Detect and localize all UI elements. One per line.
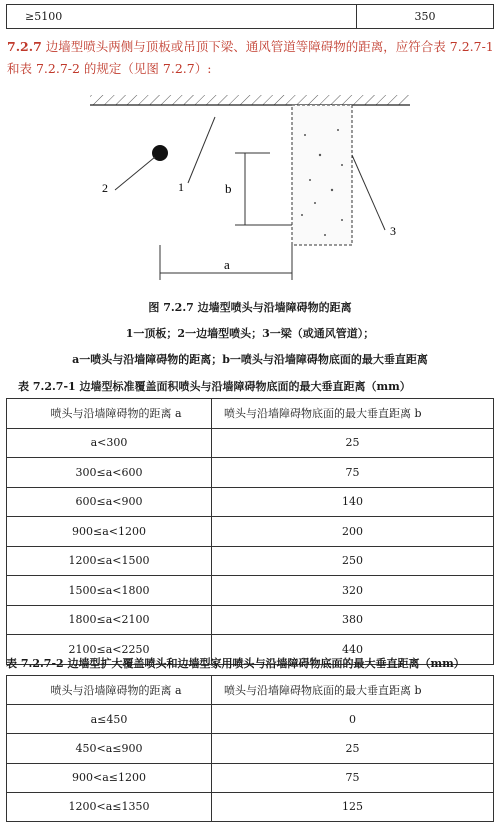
ceiling-slab [90, 95, 410, 105]
table-cell: 140 [212, 487, 494, 517]
beam-obstruction [292, 105, 352, 245]
table-row [7, 734, 494, 763]
label-a: a [224, 257, 230, 272]
table-row [7, 546, 494, 576]
table-cell: 25 [212, 428, 494, 458]
table-cell: 2100≤a<2250 [7, 635, 212, 665]
table-cell: 450<a≤900 [7, 734, 212, 763]
sprinkler-head [152, 145, 168, 161]
table-cell: 75 [212, 458, 494, 488]
label-b: b [225, 181, 232, 196]
figure-7-2-7 [80, 95, 420, 290]
previous-table-last-row [6, 4, 494, 29]
table-cell: 440 [212, 635, 494, 665]
table-cell: 125 [212, 792, 494, 821]
table2 [6, 675, 494, 822]
figure-legend-2: a一喷头与沿墙障碍物的距离；b一喷头与沿墙障碍物底面的最大垂直距离 [72, 353, 428, 366]
clause-paragraph [7, 36, 495, 80]
table-cell: 300≤a<600 [7, 458, 212, 488]
table-row [7, 605, 494, 635]
table-row [7, 792, 494, 821]
table-row [7, 428, 494, 458]
table-cell: 250 [212, 546, 494, 576]
label-2: 2 [102, 181, 108, 195]
table-cell: 320 [212, 576, 494, 606]
clause-text: 边墙型喷头两侧与顶板或吊顶下梁、通风管道等障碍物的距离，应符合表 7.2.7-1 和表 7.2.7-2 的规定（见图 7.2.7）: [7, 39, 494, 76]
table-row [7, 5, 494, 29]
table-cell: 600≤a<900 [7, 487, 212, 517]
table-cell: 350 [357, 5, 494, 29]
table-header-cell: 喷头与沿墙障碍物的距离 a [7, 399, 212, 429]
table-row [7, 458, 494, 488]
table1-title: 表 7.2.7-1 边墙型标准覆盖面积喷头与沿墙障碍物底面的最大垂直距离（mm） [18, 380, 411, 393]
label-3: 3 [390, 224, 396, 238]
table-cell: 900<a≤1200 [7, 763, 212, 792]
figure-legend-1: 1一顶板；2一边墙型喷头；3一梁（或通风管道）； [125, 327, 375, 340]
table-cell: 380 [212, 605, 494, 635]
table-row [7, 487, 494, 517]
table-row [7, 517, 494, 547]
table2-title: 表 7.2.7-2 边墙型扩大覆盖喷头和边墙型家用喷头与沿墙障碍物底面的最大垂直距离（mm） [6, 657, 465, 670]
table-cell: 0 [212, 705, 494, 734]
clause-number: 7.2.7 [7, 39, 42, 54]
table-row [7, 576, 494, 606]
table-cell: 1200<a≤1350 [7, 792, 212, 821]
table-header-row [7, 399, 494, 429]
table-cell: 900≤a<1200 [7, 517, 212, 547]
table-cell: 200 [212, 517, 494, 547]
table-cell: ≥5100 [7, 5, 357, 29]
table-row [7, 705, 494, 734]
table-header-cell: 喷头与沿墙障碍物的距离 a [7, 676, 212, 705]
table-header-row [7, 676, 494, 705]
table-cell: 75 [212, 763, 494, 792]
table-cell: 1200≤a<1500 [7, 546, 212, 576]
table-cell: 1800≤a<2100 [7, 605, 212, 635]
table1 [6, 398, 494, 665]
table-cell: 25 [212, 734, 494, 763]
table-cell: 1500≤a<1800 [7, 576, 212, 606]
label-1: 1 [178, 180, 184, 194]
table-row [7, 763, 494, 792]
table-header-cell: 喷头与沿墙障碍物底面的最大垂直距离 b [212, 399, 494, 429]
table-cell: a≤450 [7, 705, 212, 734]
figure-caption: 图 7.2.7 边墙型喷头与沿墙障碍物的距离 [148, 301, 352, 314]
table-cell: a<300 [7, 428, 212, 458]
table-header-cell: 喷头与沿墙障碍物底面的最大垂直距离 b [212, 676, 494, 705]
